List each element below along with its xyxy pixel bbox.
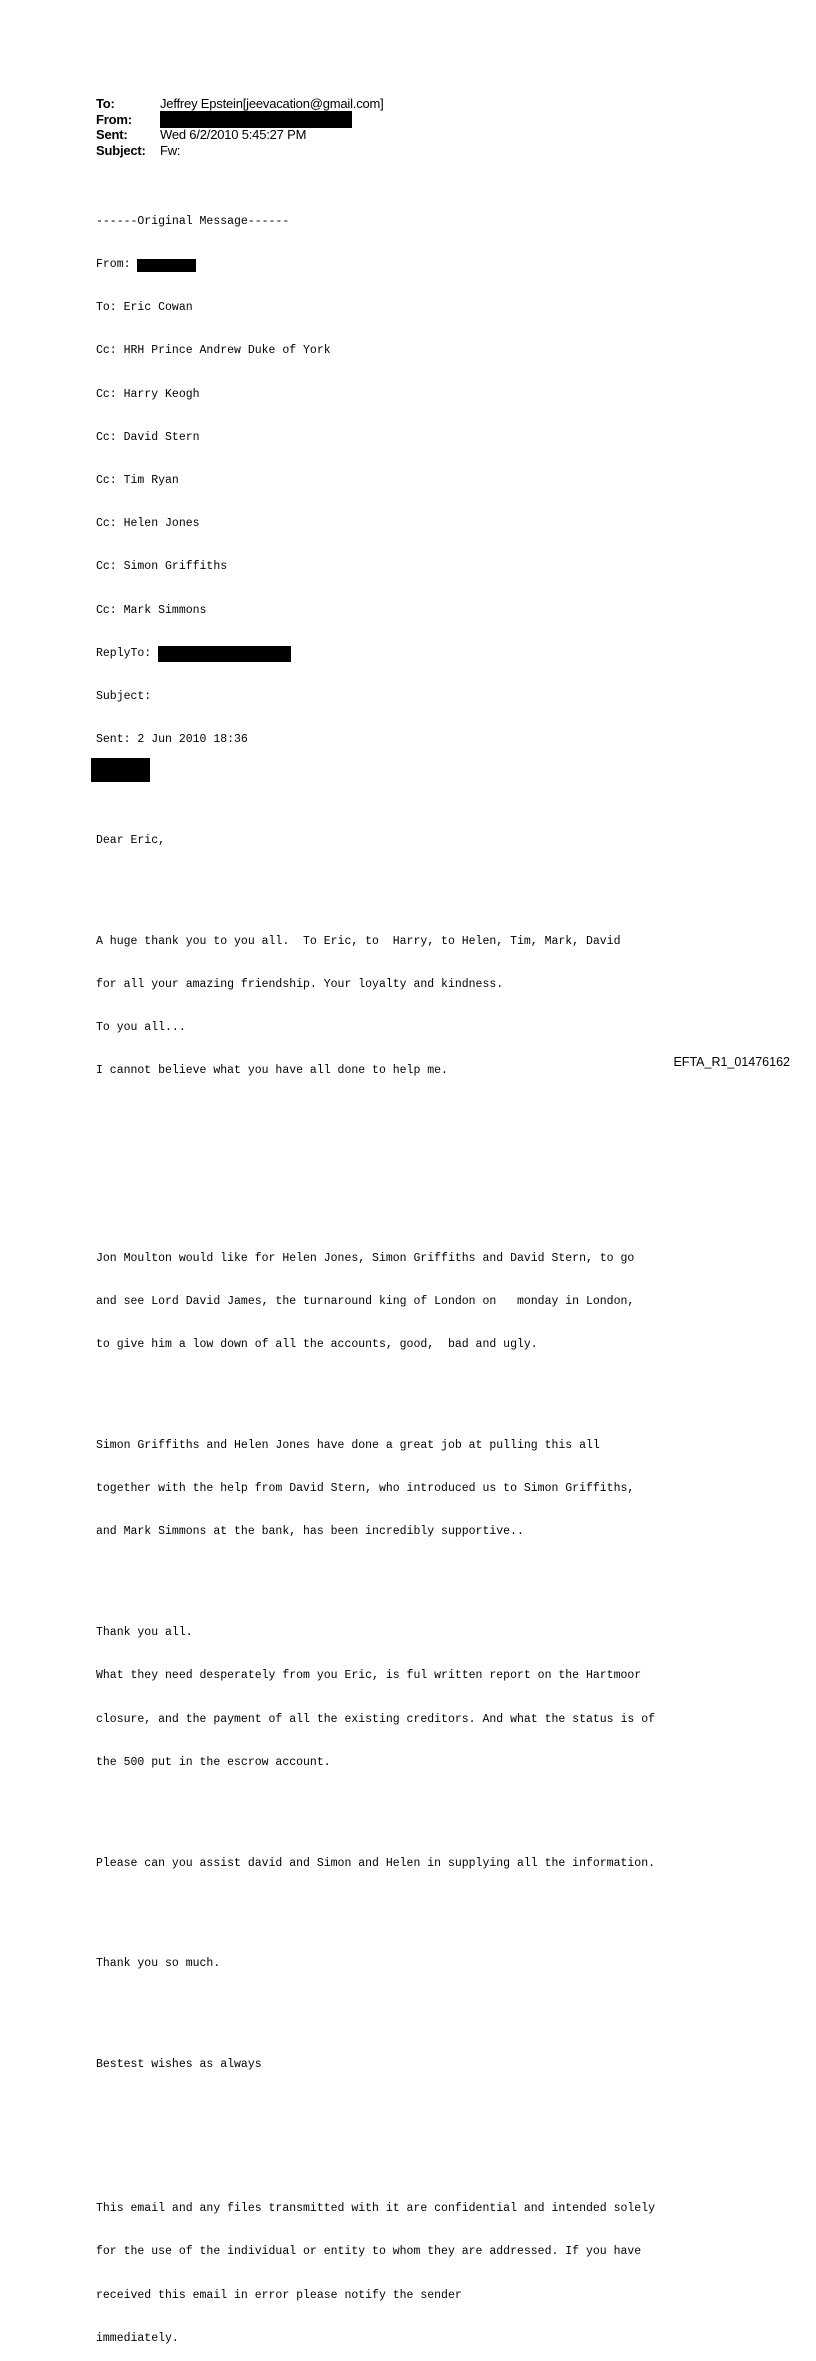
email-body (96, 186, 655, 2361)
cc-line: Cc: Harry Keogh (96, 387, 200, 401)
cc-line: Cc: David Stern (96, 430, 200, 444)
paragraph-line: I cannot believe what you have all done to help me. (96, 1064, 448, 1078)
paragraph-line: What they need desperately from you Eric, is ful written report on the Hartmoor (96, 1669, 642, 1683)
redaction-block (137, 259, 196, 272)
paragraph-line: Thank you so much. (96, 1957, 221, 1971)
original-sent-line: Sent: 2 Jun 2010 18:36 (96, 733, 248, 747)
paragraph-line: to give him a low down of all the accounts, good, bad and ugly. (96, 1338, 538, 1352)
cc-line: Cc: Mark Simmons (96, 603, 207, 617)
paragraph-line: and Mark Simmons at the bank, has been incredibly supportive.. (96, 1525, 524, 1539)
paragraph-line: and see Lord David James, the turnaround king of London on monday in London, (96, 1294, 635, 1308)
paragraph-line: together with the help from David Stern, who introduced us to Simon Griffiths, (96, 1482, 635, 1496)
paragraph-line: for all your amazing friendship. Your loyalty and kindness. (96, 978, 504, 992)
original-to-line: To: Eric Cowan (96, 301, 193, 315)
cc-line: Cc: Helen Jones (96, 517, 200, 531)
original-from-line (96, 258, 655, 272)
paragraph-line: Jon Moulton would like for Helen Jones, Simon Griffiths and David Stern, to go (96, 1251, 635, 1265)
paragraph-line: Thank you all. (96, 1626, 193, 1640)
paragraph-line: the 500 put in the escrow account. (96, 1755, 331, 1769)
disclaimer-line: received this email in error please notify the sender (96, 2288, 462, 2302)
sent-value: Wed 6/2/2010 5:45:27 PM (160, 127, 307, 142)
disclaimer-line: for the use of the individual or entity to whom they are addressed. If you have (96, 2245, 642, 2259)
original-message-divider: ------Original Message------ (96, 214, 290, 228)
paragraph-line: Simon Griffiths and Helen Jones have done a great job at pulling this all (96, 1438, 600, 1452)
redaction-block (160, 111, 352, 128)
cc-line: Cc: Tim Ryan (96, 474, 179, 488)
original-replyto-label: ReplyTo: (96, 646, 159, 660)
signoff: Bestest wishes as always (96, 2058, 262, 2072)
original-from-label: From: (96, 258, 138, 272)
paragraph-line: A huge thank you to you all. To Eric, to Harry, to Helen, Tim, Mark, David (96, 934, 621, 948)
cc-line: Cc: Simon Griffiths (96, 560, 228, 574)
subject-value: Fw: (160, 142, 181, 158)
signature-redaction-block (91, 758, 150, 782)
from-label: From: (96, 111, 132, 127)
document-id: EFTA_R1_01476162 (673, 1055, 790, 1069)
paragraph-line: To you all... (96, 1021, 186, 1035)
original-replyto-line (96, 647, 655, 661)
to-value: Jeffrey Epstein[jeevacation@gmail.com] (160, 96, 384, 111)
subject-label: Subject: (96, 142, 146, 158)
sent-label: Sent: (96, 127, 128, 142)
to-label: To: (96, 96, 115, 111)
paragraph-line: Please can you assist david and Simon and Helen in supplying all the information. (96, 1856, 655, 1870)
disclaimer-line: This email and any files transmitted with it are confidential and intended solely (96, 2202, 655, 2216)
disclaimer-line: immediately. (96, 2331, 179, 2345)
from-value (160, 112, 352, 128)
paragraph-line: closure, and the payment of all the existing creditors. And what the status is of (96, 1712, 655, 1726)
cc-line: Cc: HRH Prince Andrew Duke of York (96, 344, 331, 358)
redaction-block (158, 646, 291, 662)
original-subject-line: Subject: (96, 690, 152, 704)
greeting: Dear Eric, (96, 834, 166, 848)
